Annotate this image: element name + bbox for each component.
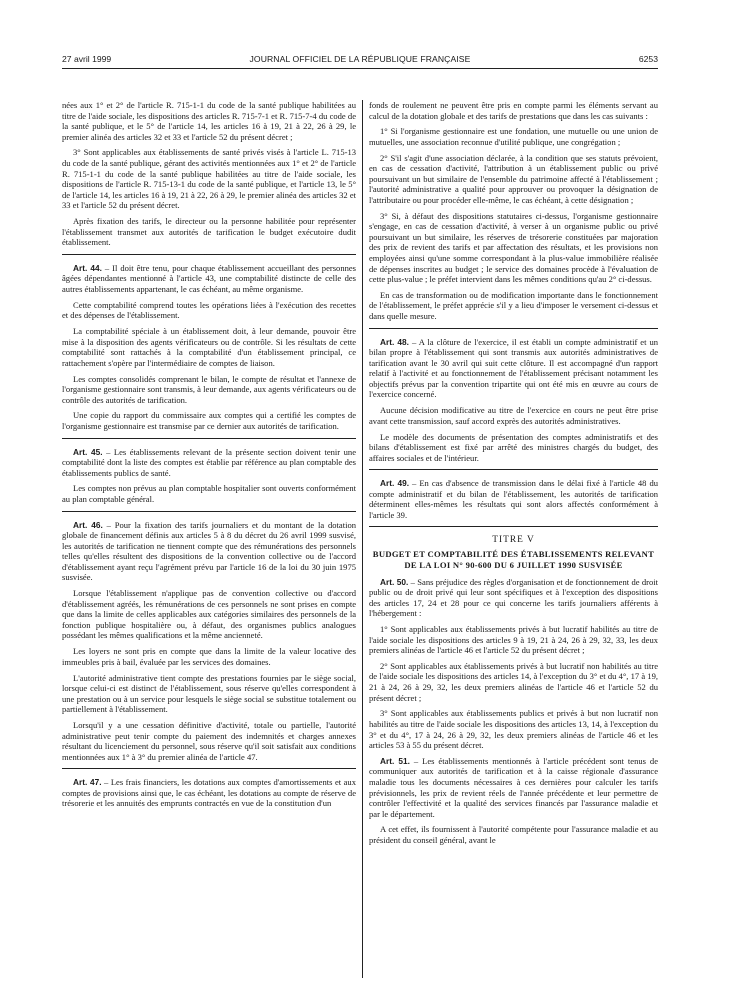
paragraph: Après fixation des tarifs, le directeur ou la personne habilitée pour représenter l'établissement transmet aux autorités de tarification le budget exécutoire dudit établissement. — [62, 216, 356, 248]
article-label: Art. 49. — [380, 478, 410, 489]
article-46 — [62, 520, 356, 583]
article-separator — [62, 768, 356, 769]
article-47 — [62, 777, 356, 809]
right-column — [369, 100, 658, 851]
article-text: – Les établissements mentionnés à l'article précédent sont tenus de communiquer aux autorités de tarification et à la caisse régionale d'assurance maladie tous les documents nécessaires à ces dernières pour calculer les tarifs prévisionnels, les prix de revient réels de l'année précédente et leur permettre de contrôler l'effectivité et la qualité des services financés par l'assurance maladie et par le département. — [369, 755, 658, 819]
header-date: 27 avril 1999 — [62, 54, 112, 64]
article-label: Art. 44. — [73, 262, 102, 273]
paragraph: Lorsque l'établissement n'applique pas de convention collective ou d'accord d'établissement agréés, les rémunérations de ces personnels ne sont prises en compte que dans la limite de celles applicables aux catégories similaires des personnels de la fonction publique hospitalière ou, à défaut, des organismes publics analogues possédant les mêmes qualifications et la même ancienneté. — [62, 588, 356, 641]
article-label: Art. 50. — [380, 576, 409, 587]
article-45 — [62, 447, 356, 479]
article-separator — [62, 511, 356, 512]
paragraph: Les loyers ne sont pris en compte que dans la limite de la valeur locative des immeubles pris à bail, évaluée par les services des domaines. — [62, 646, 356, 667]
paragraph: En cas de transformation ou de modification importante dans le fonctionnement de l'établissement, le préfet apprécie s'il y a lieu d'imposer le versement ci-dessus et dans quelle mesure. — [369, 289, 658, 322]
section-heading: BUDGET ET COMPTABILITÉ DES ÉTABLISSEMENTS RELEVANT DE LA LOI N° 90-600 DU 6 JUILLET 1990 SUSVISÉE — [372, 548, 655, 570]
article-text: – En cas d'absence de transmission dans le délai fixé à l'article 48 du compte administratif et du bilan de l'établissement, les autorités de tarification déterminent elles-mêmes les résultats qui sont alors affectés conformément à l'article 39. — [369, 478, 658, 520]
paragraph: Le modèle des documents de présentation des comptes administratifs et des bilans d'établissement est fixé par arrêté des ministres chargés du budget, des affaires sociales et de l'intérieur. — [369, 431, 658, 463]
article-text: – Les établissements relevant de la présente section doivent tenir une comptabilité dont la liste des comptes est établie par référence au plan comptable des établissements publics de santé. — [62, 446, 356, 478]
paragraph: Cette comptabilité comprend toutes les opérations liées à l'exécution des recettes et des dépenses de l'établissement. — [62, 299, 356, 321]
paragraph: fonds de roulement ne peuvent être pris en compte parmi les éléments servant au calcul de la dotation globale et des tarifs de prestations que dans les cas suivants : — [369, 100, 658, 121]
paragraph: Les comptes non prévus au plan comptable hospitalier sont ouverts conformément au plan comptable général. — [62, 483, 356, 505]
article-text: – Sans préjudice des règles d'organisation et de fonctionnement de droit public ou de droit privé qui leur sont spécifiques et à l'exception des dispositions des articles 17, 24 et 28 pour ce qui concerne les tarifs journaliers afférents à l'hébergement : — [369, 576, 658, 619]
paragraph: nées aux 1° et 2° de l'article R. 715-1-1 du code de la santé publique habilitées au titre de l'aide sociale, les dispositions des articles R. 715-7-1 et R. 715-7-4 du code de la santé publique, et le 5° de l'article 14, les articles 16 à 19, 21 à 22, 26 à 29, le premier alinéa des articles 32 et 33 et l'article 52 du présent décret ; — [62, 100, 356, 142]
paragraph: L'autorité administrative tient compte des prestations fournies par le siège social, lorsque celui-ci est distinct de l'établissement, sous réserve qu'elles correspondent à une prestation ou à un service pour lesquels le siège social se substitue totalement ou partiellement à l'établissement. — [62, 672, 356, 715]
article-49 — [369, 478, 658, 520]
article-label: Art. 45. — [73, 446, 103, 457]
article-text: – Pour la fixation des tarifs journaliers et du montant de la dotation globale de financement définis aux articles 5 à 8 du décret du 26 avril 1999 susvisé, les autorités de tarification ne tiennent compte que des rémunérations des personnels telles qu'elles résultent des dispositions de la convention collective ou de l'accord d'établissement ayant reçu l'agrément prévu par l'article 16 de la loi du 30 juin 1975 susvisée. — [62, 519, 356, 583]
paragraph: 3° Si, à défaut des dispositions statutaires ci-dessus, l'organisme gestionnaire s'engage, en cas de cessation d'activité, à verser à un organisme public ou privé poursuivant un but similaire, les réserves de trésorerie constituées par majoration des prix de revient des tarifs et par affectation des résultats, et les provisions non employées ainsi qu'une somme correspondant à la plus-value immobilière réalisée de dépenses inscrites au budget ; le service des domaines procède à l'évaluation de cette plus-value ; le préfet intervient dans les mêmes conditions qu'au 2° ci-dessus. — [369, 210, 658, 285]
paragraph: Lorsqu'il y a une cessation définitive d'activité, totale ou partielle, l'autorité administrative peut tenir compte du paiement des indemnités et charges annexes résultant du licenciement du personnel, sous réserve qu'il soit satisfait aux conditions mentionnées aux 1° à 3° du premier alinéa de l'article 47. — [62, 720, 356, 762]
article-label: Art. 47. — [73, 777, 102, 788]
paragraph: La comptabilité spéciale à un établissement doit, à leur demande, pouvoir être mise à la disposition des agents vérificateurs ou de contrôle. Si les résultats de cette comptabilité sont rattachés à la comptabilité d'un établissement principal, ce rattachement s'opère par l'intermédiaire de comptes de liaison. — [62, 326, 356, 368]
article-separator — [369, 328, 658, 329]
article-separator — [62, 438, 356, 439]
paragraph: Les comptes consolidés comprenant le bilan, le compte de résultat et l'annexe de l'organisme gestionnaire sont transmis, à leur demande, aux agents vérificateurs ou de contrôle des autorités de tarification. — [62, 373, 356, 405]
article-51 — [369, 756, 658, 819]
paragraph: 2° Sont applicables aux établissements privés à but lucratif non habilités au titre de l'aide sociale les dispositions des articles 14, à l'exception du 3° et du 4°, 17 à 19, 21 à 24, 26 à 29, 32, les deux premiers alinéas de l'article 46 et l'article 52 du présent décret ; — [369, 660, 658, 703]
paragraph: 1° Si l'organisme gestionnaire est une fondation, une mutuelle ou une union de mutuelles, une association reconnue d'utilité publique, une congrégation ; — [369, 126, 658, 147]
article-separator — [369, 469, 658, 470]
paragraph: Aucune décision modificative au titre de l'exercice en cours ne peut être prise avant cette transmission, sauf accord exprès des autorités administratives. — [369, 405, 658, 426]
article-44 — [62, 263, 356, 295]
article-label: Art. 46. — [73, 519, 103, 530]
title-heading: TITRE V — [492, 535, 535, 546]
page-header — [62, 54, 658, 68]
paragraph: 1° Sont applicables aux établissements privés à but lucratif habilités au titre de l'aide sociale les dispositions des articles 9 à 19, 21 à 24, 26 à 29, 32, 33, les deux premiers alinéas de l'article 46 et l'article 52 du présent décret ; — [369, 624, 658, 656]
article-text: – A la clôture de l'exercice, il est établi un compte administratif et un bilan propre à l'établissement qui sont transmis aux autorités administratives de tarification avant le 30 avril qui suit cette clôture. Il est accompagné d'un rapport relatif à l'activité et au fonctionnement de l'établissement précisant notamment les objectifs prévus par la convention tripartite qui ont été mis en œuvre au cours de l'exercice concerné. — [369, 336, 658, 400]
header-journal-title: JOURNAL OFFICIEL DE LA RÉPUBLIQUE FRANÇAISE — [249, 54, 471, 64]
article-50 — [369, 577, 658, 619]
header-rule — [62, 68, 658, 69]
column-divider — [362, 100, 363, 978]
article-separator — [62, 254, 356, 255]
article-label: Art. 48. — [380, 336, 409, 347]
article-text: – Les frais financiers, les dotations aux comptes d'amortissements et aux comptes de provisions ainsi que, le cas échéant, les dotations au compte de réserve de trésorerie et les annuités des emprunts contractés en vue de la constitution d'un — [62, 777, 356, 809]
header-page-number: 6253 — [638, 54, 658, 64]
left-column — [62, 100, 356, 814]
article-48 — [369, 337, 658, 400]
paragraph: 2° S'il s'agit d'une association déclarée, à la condition que ses statuts prévoient, en cas de cessation d'activité, l'attribution à un établissement public ou privé poursuivant un but similaire de l'ensemble du patrimoine affecté à l'établissement ; l'autorité administrative a qualité pour approuver ou provoquer la désignation de l'attributaire ou pour procéder elle-même, le cas échéant, à cette désignation ; — [369, 152, 658, 205]
paragraph: 3° Sont applicables aux établissements de santé privés visés à l'article L. 715-13 du code de la santé publique, gérant des activités mentionnées aux 1° et 2° de l'article R. 715-1-1 du code de la santé publique habilitées au titre de l'aide sociale, les dispositions de l'article R. 715-13-1 du code de la santé publique, et l'article 13, le 5° de l'article 14, les articles 16 à 19, 21 à 22, 26 à 29, le premier alinéa des articles 32 et 33 et l'article 52 du présent décret. — [62, 147, 356, 211]
paragraph: Une copie du rapport du commissaire aux comptes qui a certifié les comptes de l'organisme gestionnaire est transmise par ce dernier aux autorités de tarification. — [62, 410, 356, 431]
paragraph: 3° Sont applicables aux établissements publics et privés à but non lucratif non habilités au titre de l'aide sociale les dispositions des articles 13, 14, à l'exception du 3° et du 4°, 17 à 24, 26 à 29, 32, les deux premiers alinéas de l'article 46 et les articles 53 à 55 du présent décret. — [369, 708, 658, 751]
article-label: Art. 51. — [380, 755, 410, 766]
article-text: – Il doit être tenu, pour chaque établissement accueillant des personnes âgées dépendantes mentionné à l'article 43, une comptabilité distincte de celle des autres établissements appartenant, le cas échéant, au même organisme. — [62, 262, 356, 294]
paragraph: A cet effet, ils fournissent à l'autorité compétente pour l'assurance maladie et au président du conseil général, avant le — [369, 824, 658, 846]
section-separator — [369, 526, 658, 527]
